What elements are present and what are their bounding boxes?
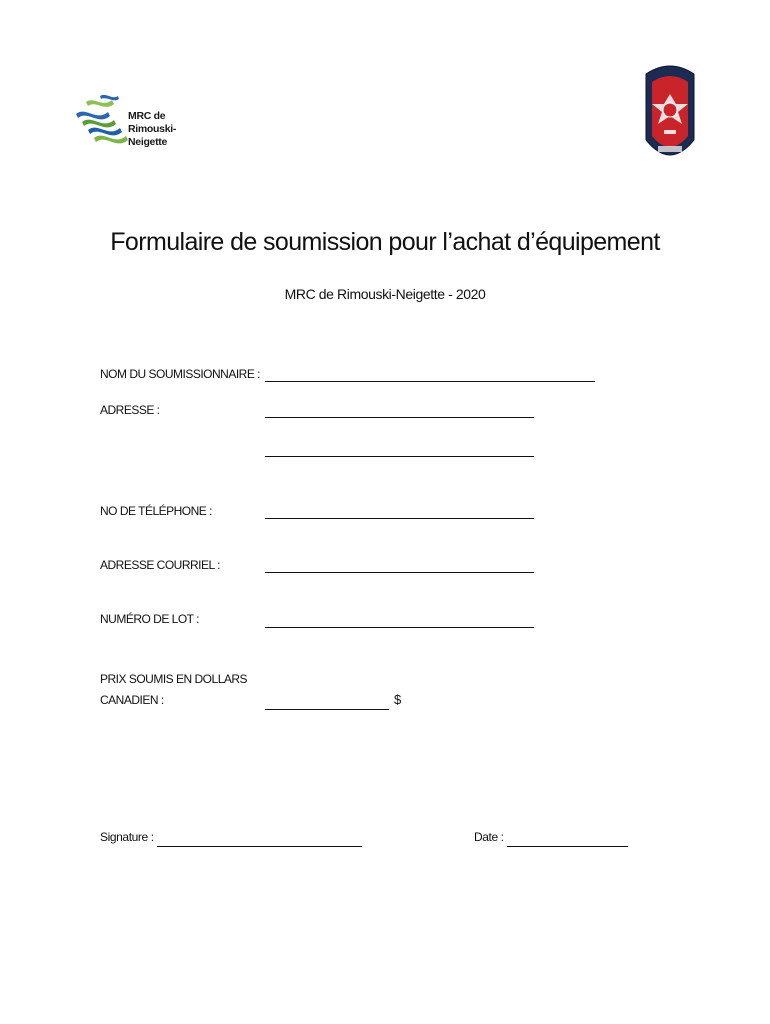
label-telephone: NO DE TÉLÉPHONE : xyxy=(100,504,212,518)
label-prix-line1: PRIX SOUMIS EN DOLLARS xyxy=(100,672,248,686)
signature-label: Signature : xyxy=(100,830,154,844)
label-adresse: ADRESSE : xyxy=(100,403,160,417)
mrc-wave-logo-icon xyxy=(74,92,130,156)
date-label: Date : xyxy=(474,830,504,844)
field-telephone[interactable] xyxy=(265,518,534,519)
date-field[interactable] xyxy=(507,832,628,847)
field-adresse-line2[interactable] xyxy=(265,456,534,457)
field-adresse-line1[interactable] xyxy=(265,417,534,418)
field-prix[interactable] xyxy=(265,709,389,710)
signature-row xyxy=(100,830,362,847)
logo-text-line2: Rimouski-Neigette xyxy=(128,123,177,148)
label-prix xyxy=(100,669,247,711)
label-prix-line2: CANADIEN : xyxy=(100,693,164,707)
page-subtitle: MRC de Rimouski-Neigette - 2020 xyxy=(284,286,486,302)
label-nom: NOM DU SOUMISSIONNAIRE : xyxy=(100,367,261,381)
mrc-logo xyxy=(74,92,214,156)
label-lot: NUMÉRO DE LOT : xyxy=(100,612,199,626)
page-title: Formulaire de soumission pour l’achat d’équipement xyxy=(110,228,660,256)
field-lot[interactable] xyxy=(265,627,534,628)
currency-symbol: $ xyxy=(394,692,402,707)
date-row xyxy=(474,830,628,847)
logo-text-line1: MRC de xyxy=(128,110,166,122)
fire-department-badge-icon xyxy=(642,60,698,168)
field-courriel[interactable] xyxy=(265,572,534,573)
signature-field[interactable] xyxy=(157,832,362,847)
label-courriel: ADRESSE COURRIEL : xyxy=(100,558,220,572)
field-nom[interactable] xyxy=(265,381,595,382)
